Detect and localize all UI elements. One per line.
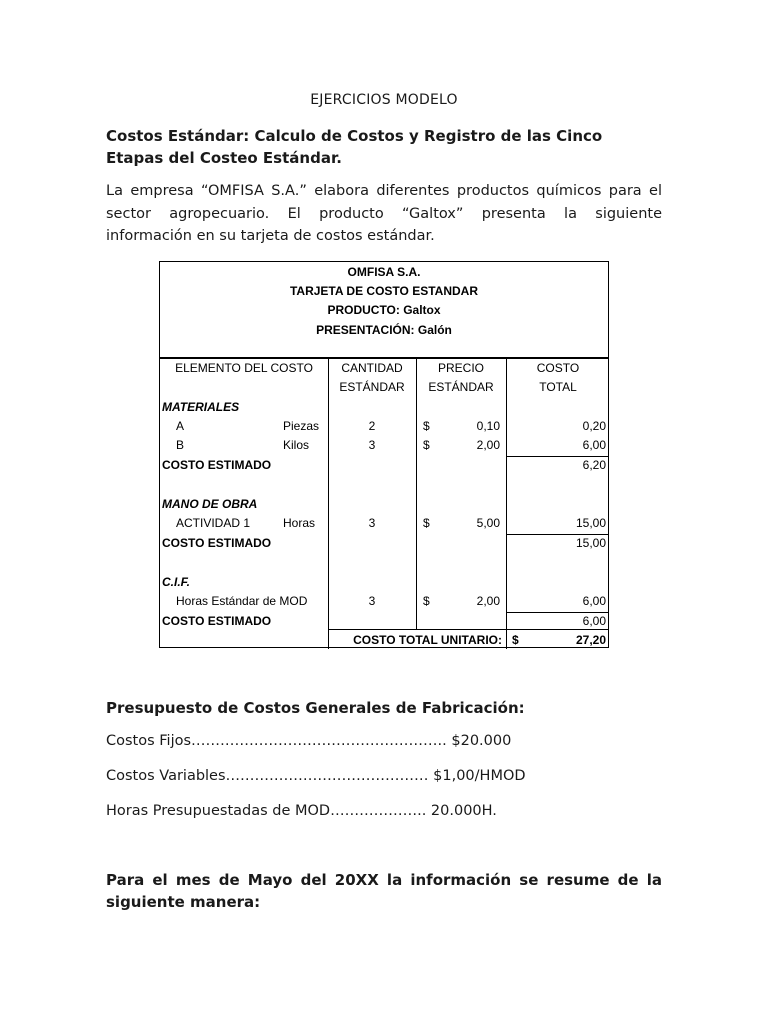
subtotal-label: COSTO ESTIMADO (162, 614, 272, 628)
heading-line: siguiente manera: (106, 893, 261, 911)
row-price: 0,10 (476, 419, 500, 433)
section-heading-costos-estandar (106, 125, 626, 169)
row-unit: Piezas (283, 419, 320, 433)
subtotal-rule (506, 612, 608, 613)
section-label-cif: C.I.F. (162, 575, 191, 589)
card-title: TARJETA DE COSTO ESTANDAR (289, 284, 478, 298)
col-header-qty: ESTÁNDAR (339, 380, 405, 394)
row-item: ACTIVIDAD 1 (176, 516, 251, 530)
section-label-materiales: MATERIALES (162, 400, 240, 414)
row-unit: Kilos (283, 438, 310, 452)
subtotal-value: 6,20 (582, 458, 606, 472)
row-qty: 3 (368, 516, 376, 530)
card-presentation: PRESENTACIÓN: Galón (316, 323, 452, 337)
card-product: PRODUCTO: Galtox (327, 303, 441, 317)
row-currency: $ (423, 419, 430, 433)
card-company: OMFISA S.A. (347, 265, 421, 279)
col-header-cost: TOTAL (539, 380, 577, 394)
budget-mod-hours: Horas Presupuestadas de MOD……………….. 20.000H. (106, 803, 497, 819)
col-header-element: ELEMENTO DEL COSTO (175, 361, 313, 375)
paragraph-line: La empresa “OMFISA S.A.” elabora diferentes productos químicos para el (106, 183, 662, 199)
budget-variable-costs: Costos Variables…………………………………… $1,00/HMOD (106, 768, 526, 784)
row-unit: Horas (283, 516, 316, 530)
row-currency: $ (423, 516, 430, 530)
header-divider (160, 357, 608, 359)
col-header-price: PRECIO (437, 361, 484, 375)
row-item: Horas Estándar de MOD (176, 594, 308, 608)
subtotal-rule (506, 534, 608, 535)
subtotal-label: COSTO ESTIMADO (162, 458, 272, 472)
row-item: A (176, 419, 185, 433)
standard-cost-card (159, 261, 609, 648)
row-total: 0,20 (582, 419, 606, 433)
subtotal-label: COSTO ESTIMADO (162, 536, 272, 550)
subtotal-value: 6,00 (582, 614, 606, 628)
row-total: 6,00 (582, 438, 606, 452)
column-divider (416, 358, 417, 629)
paragraph-line: sector agropecuario. El producto “Galtox” presenta la siguiente (106, 205, 662, 222)
total-currency: $ (512, 633, 519, 647)
row-qty: 2 (368, 419, 376, 433)
row-total: 15,00 (575, 516, 606, 530)
heading-line: Para el mes de Mayo del 20XX la información se resume de la (106, 871, 662, 889)
budget-heading: Presupuesto de Costos Generales de Fabricación: (106, 699, 525, 717)
heading-line: Costos Estándar: Calculo de Costos y Registro de las Cinco (106, 127, 603, 145)
budget-fixed-costs: Costos Fijos…………………………………………….. $20.000 (106, 733, 512, 749)
col-header-cost: COSTO (536, 361, 580, 375)
intro-paragraph (106, 180, 662, 248)
section-label-mano-de-obra: MANO DE OBRA (162, 497, 258, 511)
row-item: B (176, 438, 185, 452)
may-summary-heading (106, 869, 662, 913)
total-label: COSTO TOTAL UNITARIO: (353, 633, 502, 647)
total-rule (328, 629, 608, 630)
row-currency: $ (423, 438, 430, 452)
row-qty: 3 (368, 594, 376, 608)
col-header-qty: CANTIDAD (341, 361, 403, 375)
document-title: EJERCICIOS MODELO (310, 92, 458, 108)
subtotal-value: 15,00 (575, 536, 606, 550)
heading-line: Etapas del Costeo Estándar. (106, 149, 342, 167)
row-price: 5,00 (476, 516, 500, 530)
row-total: 6,00 (582, 594, 606, 608)
total-value: 27,20 (575, 633, 606, 647)
col-header-price: ESTÁNDAR (428, 380, 494, 394)
row-price: 2,00 (476, 438, 500, 452)
subtotal-rule (506, 456, 608, 457)
row-qty: 3 (368, 438, 376, 452)
paragraph-line: información en su tarjeta de costos estándar. (106, 228, 435, 244)
row-price: 2,00 (476, 594, 500, 608)
row-currency: $ (423, 594, 430, 608)
